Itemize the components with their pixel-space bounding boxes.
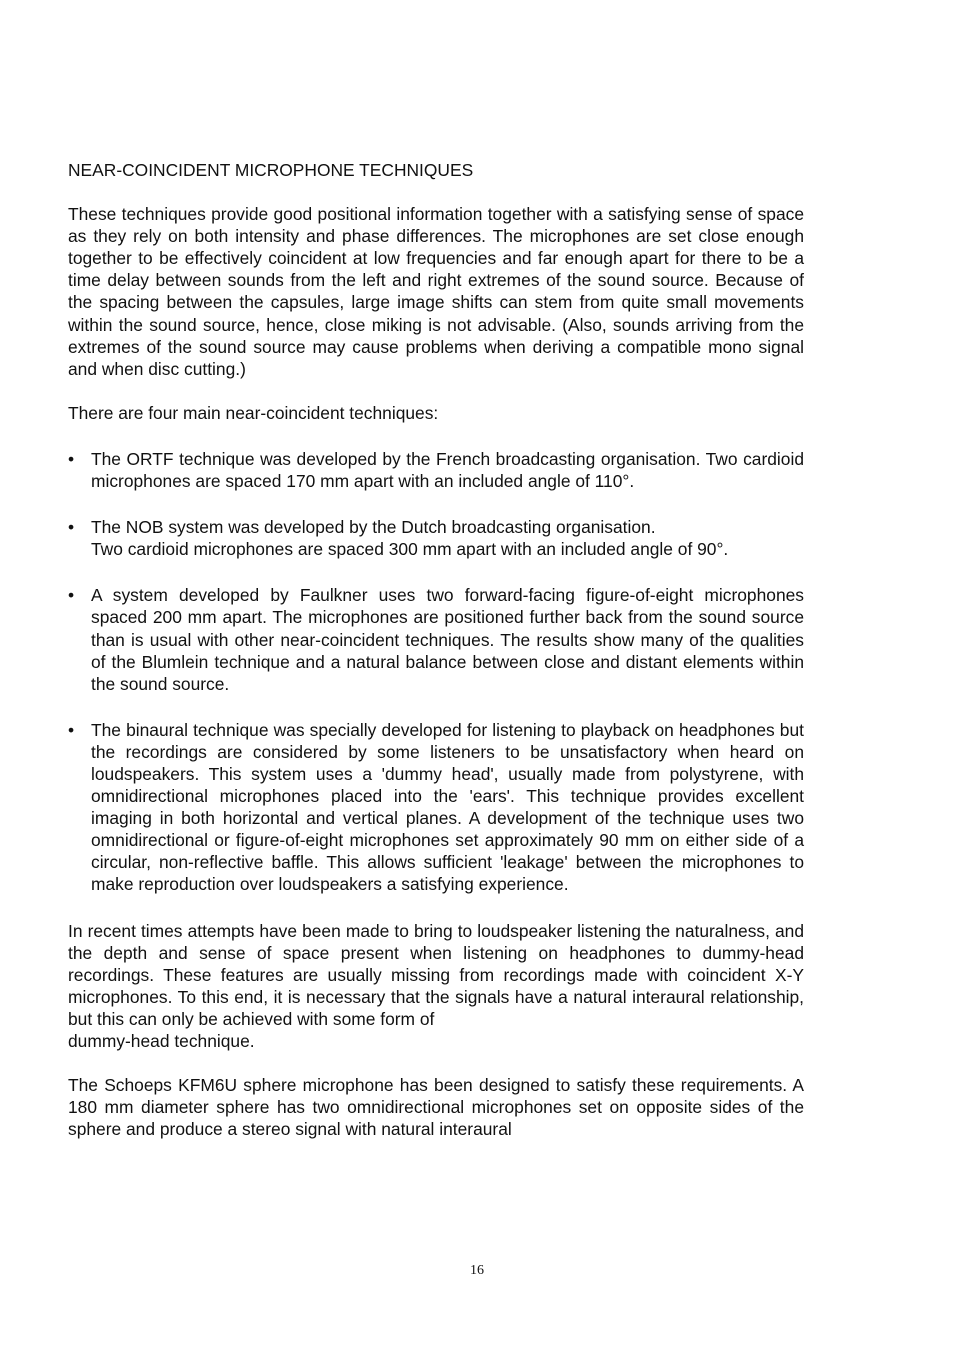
- page-number: 16: [470, 1263, 484, 1278]
- page-content: [68, 159, 804, 1140]
- bullet-icon: •: [68, 517, 75, 538]
- faulkner-text: A system developed by Faulkner uses two forward-facing figure-of-eight microphones spaced 200 mm apart. The microphones are positioned further back from the sound source than is usual with other near-coincident techniques. The results show many of the qualities of the Blumlein technique and a natural balance between close and distant elements within the sound source.: [91, 585, 804, 694]
- recent-times-paragraph: [68, 920, 804, 1053]
- list-item-binaural: [68, 719, 804, 896]
- list-item-nob: [68, 516, 804, 560]
- schoeps-paragraph: The Schoeps KFM6U sphere microphone has been designed to satisfy these requirements. A 180 mm diameter sphere has two omnidirectional microphones set on opposite sides of the sphere and produce a stereo signal with natural interaural: [68, 1075, 804, 1140]
- bullet-icon: •: [68, 585, 75, 606]
- intro-paragraph: These techniques provide good positional information together with a satisfying sense of space as they rely on both intensity and phase differences. The microphones are set close enough together to be effectively coincident at low frequencies and far enough apart for there to be a time delay between sounds from the left and right extremes of the sound source. Because of the spacing between the capsules, large image shifts can stem from quite small movements within the sound source, hence, close miking is not advisable. (Also, sounds arriving from the extremes of the sound source may cause problems when deriving a compatible mono signal and when disc cutting.): [68, 204, 804, 379]
- ortf-text: The ORTF technique was developed by the French broadcasting organisation. Two cardioid microphones are spaced 170 mm apart with an included angle of 110°.: [91, 448, 804, 492]
- list-item-ortf: [68, 448, 804, 492]
- section-heading: NEAR-COINCIDENT MICROPHONE TECHNIQUES: [68, 160, 474, 180]
- bullet-icon: •: [68, 448, 75, 469]
- recent-times-text: In recent times attempts have been made to bring to loudspeaker listening the naturalness, and the depth and sense of space present when listening on headphones to dummy-head recordings. These features are usually missing from recordings made with coincident X-Y microphones. To this end, it is necessary that the signals have a natural interaural relationship, but this can only be achieved with some form of: [68, 920, 804, 1029]
- list-item-faulkner: [68, 584, 804, 694]
- list-intro: There are four main near-coincident techniques:: [68, 402, 439, 423]
- bullet-icon: •: [68, 719, 75, 740]
- nob-line-1: The NOB system was developed by the Dutch broadcasting organisation.: [91, 517, 656, 538]
- recent-times-tail: dummy-head technique.: [68, 1031, 255, 1051]
- techniques-list: [68, 448, 804, 896]
- nob-line-2: Two cardioid microphones are spaced 300 mm apart with an included angle of 90°.: [91, 539, 729, 560]
- binaural-text: The binaural technique was specially developed for listening to playback on headphones but the recordings are considered by some listeners to be unsatisfactory when heard on loudspeakers. This system uses a 'dummy head', usually made from polystyrene, with omnidirectional microphones placed into the 'ears'. This technique provides excellent imaging in both horizontal and vertical planes. A development of the technique uses two omnidirectional or figure-of-eight microphones set approximately 90 mm on either side of a circular, non-reflective baffle. This allows sufficient 'leakage' between the microphones to make reproduction over loudspeakers a satisfying experience.: [91, 719, 804, 895]
